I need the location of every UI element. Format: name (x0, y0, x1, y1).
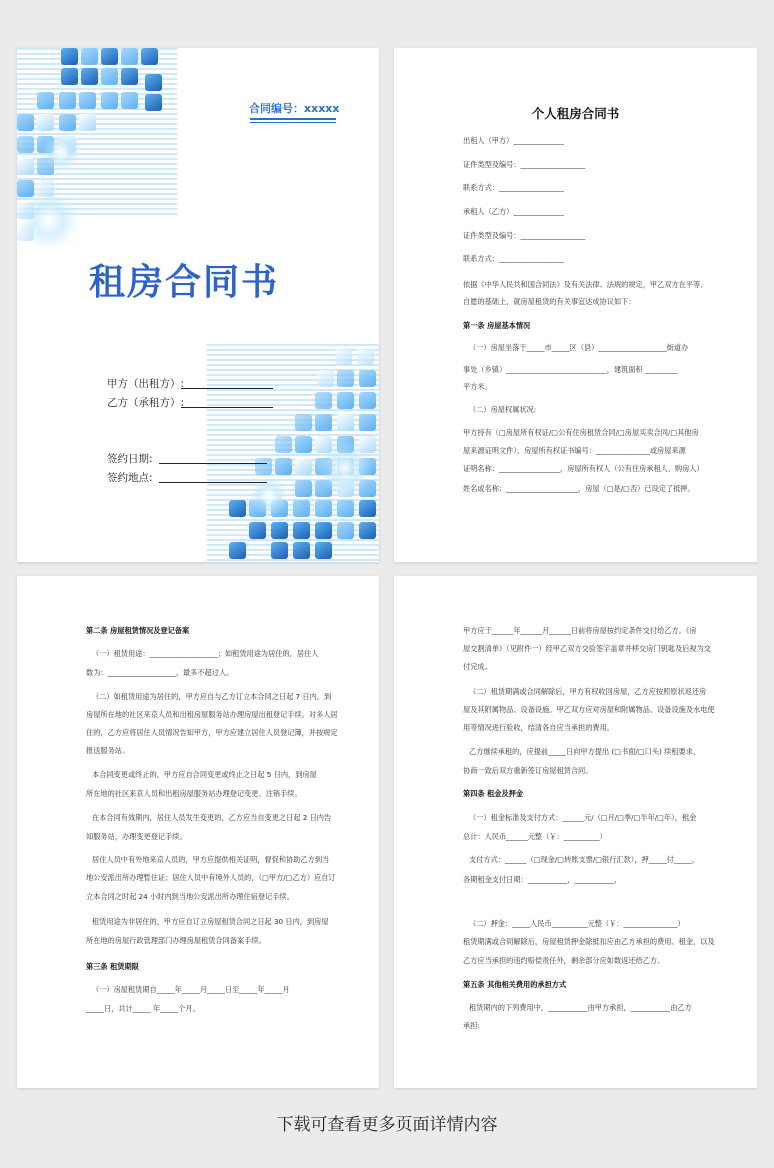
contract-line: _____日，共计_____ 年_____个月。 (86, 1004, 200, 1013)
decorative-tile (295, 480, 312, 497)
decorative-tile (337, 522, 354, 539)
contract-line: 地公安派出所办理暂住证；居住人员中有境外人员的，（□甲方/□乙方）应自订 (86, 873, 336, 882)
cover-title: 租房合同书 (89, 261, 280, 303)
contract-line: 乙方继续承租的，应提前_____日向甲方提出 (□书面/□口头) 续租要求， (469, 747, 701, 756)
decorative-tile (315, 500, 332, 517)
decorative-tile (229, 500, 246, 517)
party-b-label: 乙方（承租方）: (107, 397, 185, 409)
contract-line: 姓名或名称：____________________，房屋（□是/□否）已设定了抵押。 (463, 484, 695, 493)
decorative-tile (121, 48, 138, 65)
contract-line: 租赁用途为非居住的，甲方应自订立房屋租赁合同之日起 30 日内，到房屋 (92, 917, 329, 926)
contract-line: （二）房屋权属状况: (469, 405, 537, 414)
sign-date-label: 签约日期: (107, 453, 153, 465)
contract-line: （一）租金标准及支付方式：______元/（□月/□季/□半年/□年），租金 (469, 813, 697, 822)
decorative-tile (337, 500, 354, 517)
decorative-tile (101, 68, 118, 85)
contract-line: 支付方式：______（□现金/□转账支票/□银行汇款），押_____付_____， (469, 855, 700, 864)
decorative-tile (229, 542, 246, 559)
decorative-tile (17, 114, 34, 131)
contract-page-2 (17, 576, 379, 1088)
decorative-tile (315, 392, 332, 409)
contract-line: （二）租赁期满或合同解除后，甲方有权收回房屋，乙方应按照原状返还房 (469, 687, 707, 696)
contract-line: 报送服务站。 (86, 746, 130, 755)
contract-line: 承租人（乙方）______________ (463, 207, 564, 216)
contract-line: （一）租赁用途：___________________；如租赁用途为居住的，居住人 (92, 649, 319, 658)
contract-line: 甲方应于______年______月______日前将房屋按约定条件交付给乙方。《房 (463, 626, 697, 635)
decorative-tile (337, 392, 354, 409)
party-b-line (181, 407, 273, 408)
decorative-tile (81, 48, 98, 65)
decorative-tile (121, 92, 138, 109)
contract-line: 屋来源证明文件），房屋所有权证书编号：_______________或房屋来源 (463, 446, 686, 455)
decorative-tile (359, 414, 376, 431)
decorative-tile (337, 370, 354, 387)
cover-glow (19, 190, 79, 250)
contract-line: 联系方式：__________________ (463, 254, 564, 263)
decorative-tile (359, 522, 376, 539)
section-heading: 第五条 其他相关费用的承担方式 (463, 980, 567, 989)
contract-line: 住的，乙方应将居住人员情况告知甲方，甲方应建立居住人员登记簿，并按规定 (86, 728, 338, 737)
decorative-tile (249, 522, 266, 539)
contract-line: 本合同变更或终止的，甲方应自合同变更或终止之日起 5 日内，到房屋 (92, 770, 317, 779)
contract-page-3 (394, 576, 757, 1088)
contract-line: 依据《中华人民共和国合同法》及有关法律、法规的规定，甲乙双方在平等、 (463, 280, 708, 289)
download-caption: 下载可查看更多页面详情内容 (276, 1115, 498, 1135)
decorative-tile (293, 522, 310, 539)
decorative-tile (79, 92, 96, 109)
contract-line: （一）房屋坐落于_____市_____区（县）___________________街道办 (469, 343, 689, 352)
contract-line: 总计：人民币______元整（￥：__________） (463, 832, 607, 841)
party-a-line (181, 388, 273, 389)
decorative-tile (145, 74, 162, 91)
decorative-tile (295, 458, 312, 475)
contract-line: 屋交割清单》（见附件一）经甲乙双方交验签字盖章并移交房门钥匙及后视为交 (463, 644, 711, 653)
decorative-tile (37, 92, 54, 109)
contract-line: 居住人员中有外地来京人员的，甲方应提供相关证明，督促和协助乙方到当 (92, 855, 330, 864)
decorative-tile (79, 114, 96, 131)
contract-line: 平方米。 (463, 382, 492, 391)
contract-line: 租赁期内的下列费用中，___________由甲方承担，___________由乙方 (469, 1003, 692, 1012)
contract-line: 自愿的基础上，就房屋租赁的有关事宜达成协议如下： (463, 297, 636, 306)
contract-number-underline (250, 122, 336, 123)
contract-line: 证明名称：_________________，房屋所有权人（公有住房承租人、购房人） (463, 464, 704, 473)
decorative-tile (357, 348, 374, 365)
contract-line: 甲方持有（□房屋所有权证/□公有住房租赁合同/□房屋买卖合同/□其他房 (463, 428, 699, 437)
decorative-tile (293, 542, 310, 559)
decorative-tile (101, 48, 118, 65)
decorative-tile (37, 114, 54, 131)
cover-page (17, 48, 379, 562)
section-heading: 第三条 租赁期限 (86, 962, 139, 971)
contract-line: 所在地的房屋行政管理部门办理房屋租赁合同备案手续。 (86, 936, 266, 945)
decorative-tile (293, 500, 310, 517)
contract-line: 租赁期满或合同解除后，房屋租赁押金除抵扣应由乙方承担的费用、租金，以及 (463, 937, 715, 946)
sign-place-label: 签约地点: (107, 472, 153, 484)
contract-line: 协商一致后双方重新签订房屋租赁合同。 (463, 766, 593, 775)
decorative-tile (141, 48, 158, 65)
decorative-tile (335, 348, 352, 365)
decorative-tile (81, 68, 98, 85)
contract-line: 联系方式：__________________ (463, 183, 564, 192)
section-heading: 第二条 房屋租赁情况及登记备案 (86, 626, 190, 635)
decorative-tile (101, 92, 118, 109)
decorative-tile (315, 522, 332, 539)
contract-line: （二）押金：_____人民币__________元整（￥：_______________） (469, 919, 685, 928)
contract-page-1 (394, 48, 757, 562)
section-heading: 第四条 租金及押金 (463, 789, 524, 798)
sign-date-line (159, 463, 267, 464)
decorative-tile (121, 68, 138, 85)
decorative-tile (61, 48, 78, 65)
contract-number-underline (250, 118, 336, 120)
cover-glow (317, 440, 373, 496)
contract-line: 乙方应当承担的违约赔偿责任外，剩余部分应如数返还给乙方。 (463, 956, 665, 965)
contract-line: 在本合同有效期内，居住人员发生变更的，乙方应当自变更之日起 2 日内告 (92, 813, 332, 822)
decorative-tile (359, 392, 376, 409)
decorative-tile (59, 92, 76, 109)
contract-line: 证件类型及编号：__________________ (463, 160, 586, 169)
contract-number: 合同编号：xxxxx (249, 102, 340, 115)
decorative-tile (359, 370, 376, 387)
decorative-tile (255, 458, 272, 475)
party-a-label: 甲方（出租方）: (107, 378, 185, 390)
section-heading: 第一条 房屋基本情况 (463, 321, 531, 330)
contract-line: 事处（乡镇）____________________________，建筑面积 _________ (463, 365, 678, 374)
decorative-tile (59, 114, 76, 131)
decorative-tile (315, 414, 332, 431)
contract-title: 个人租房合同书 (531, 106, 620, 121)
contract-line: 知服务站，办理变更登记手续。 (86, 832, 187, 841)
contract-line: 立本合同之时起 24 小时内到当地公安派出所办理住宿登记手续。 (86, 892, 294, 901)
decorative-tile (145, 94, 162, 111)
contract-line: 付完成。 (463, 662, 492, 671)
decorative-tile (359, 500, 376, 517)
sign-place-line (159, 482, 267, 483)
decorative-tile (17, 136, 34, 153)
decorative-tile (315, 542, 332, 559)
contract-line: 数为：___________________，最多不超过人。 (86, 668, 234, 677)
decorative-tile (271, 522, 288, 539)
contract-line: 房屋所在地的社区来京人员和出租房屋服务站办理房屋出租登记手续。对多人居 (86, 710, 338, 719)
decorative-tile (271, 542, 288, 559)
decorative-tile (295, 414, 312, 431)
contract-line: 证件类型及编号：__________________ (463, 231, 586, 240)
contract-line: 出租人（甲方）______________ (463, 136, 564, 145)
decorative-tile (337, 414, 354, 431)
decorative-tile (275, 458, 292, 475)
contract-line: （二）如租赁用途为居住的，甲方应自与乙方订立本合同之日起 7 日内，到 (92, 692, 332, 701)
cover-glow (41, 132, 81, 172)
decorative-tile (317, 370, 334, 387)
decorative-tile (17, 158, 34, 175)
decorative-tile (295, 436, 312, 453)
contract-line: 承担: (463, 1021, 480, 1030)
contract-line: 用等情况进行验收，结清各自应当承担的费用。 (463, 723, 614, 732)
contract-line: （一）房屋租赁期自_____年_____月_____日至_____年_____月 (92, 985, 290, 994)
contract-line: 所在地的社区来京人员和出租房屋服务站办理登记变更、注销手续。 (86, 789, 302, 798)
decorative-tile (61, 68, 78, 85)
decorative-tile (275, 436, 292, 453)
contract-line: 屋及其附属物品、设备设施。甲乙双方应对房屋和附属物品、设备设施及水电使 (463, 705, 715, 714)
contract-line: 各期租金支付日期：___________，___________， (463, 875, 622, 884)
